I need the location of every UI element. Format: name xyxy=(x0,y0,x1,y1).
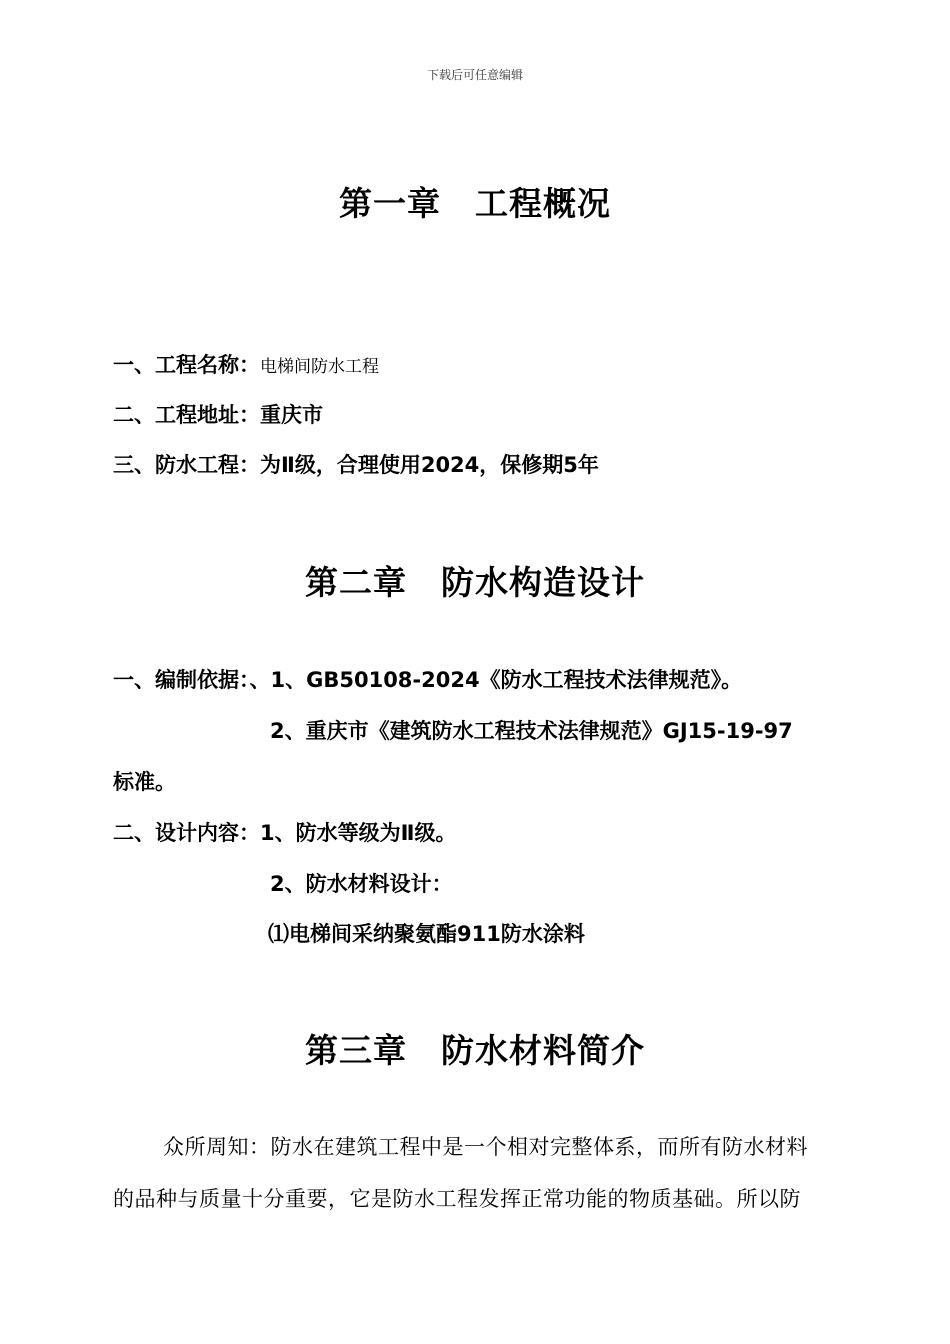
basis-item-1: 、1、GB50108-2024《防水工程技术法律规范》。 xyxy=(249,668,743,692)
intro-paragraph-line-2: 的品种与质量十分重要，它是防水工程发挥正常功能的物质基础。所以防 xyxy=(113,1187,801,1211)
design-item-2: 2、防水材料设计： xyxy=(270,872,453,896)
basis-item-2-cont: 标准。 xyxy=(113,770,176,794)
project-address-row xyxy=(113,399,323,429)
project-name-row xyxy=(113,349,379,379)
basis-row-1 xyxy=(113,664,742,694)
design-row-1 xyxy=(113,817,456,847)
project-address-label: 二、工程地址： xyxy=(113,403,260,427)
waterproof-grade-label: 三、防水工程： xyxy=(113,453,260,477)
intro-paragraph-line-1: 众所周知：防水在建筑工程中是一个相对完整体系，而所有防水材料 xyxy=(163,1135,808,1159)
page-header-note: 下载后可任意编辑 xyxy=(426,68,523,82)
waterproof-grade-row xyxy=(113,449,599,479)
basis-item-2: 2、重庆市《建筑防水工程技术法律规范》GJ15-19-97 xyxy=(270,719,793,743)
design-label: 二、设计内容： xyxy=(113,821,260,845)
project-address-value: 重庆市 xyxy=(260,403,323,427)
chapter3-title: 第三章 防水材料简介 xyxy=(305,1031,645,1070)
chapter1-title: 第一章 工程概况 xyxy=(339,184,611,223)
project-name-value: 电梯间防水工程 xyxy=(260,357,379,377)
project-name-label: 一、工程名称： xyxy=(113,353,260,377)
waterproof-grade-value: 为Ⅱ级，合理使用2024，保修期5年 xyxy=(260,453,599,477)
chapter2-title: 第二章 防水构造设计 xyxy=(305,563,645,602)
design-item-2-1: ⑴电梯间采纳聚氨酯911防水涂料 xyxy=(268,922,585,946)
design-item-1: 1、防水等级为Ⅱ级。 xyxy=(260,821,457,845)
basis-label: 一、编制依据： xyxy=(113,668,250,692)
